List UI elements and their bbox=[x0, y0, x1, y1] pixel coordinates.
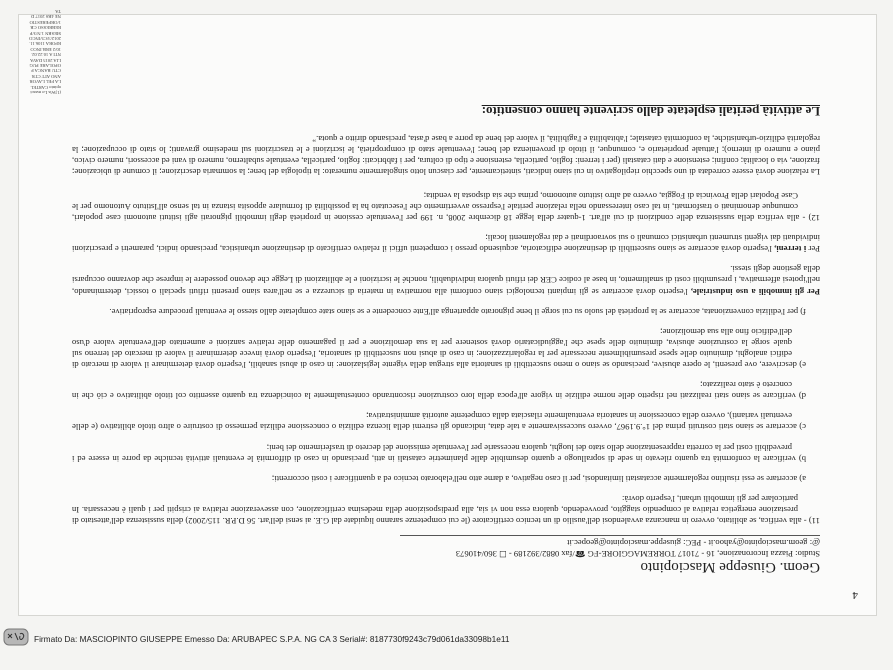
item-d: d) verificare se siano stati realizzati nel rispetto delle norme edilizie in vigore all'epoca della loro costruzione riscontrando contestualmente la coincidenza tra quanto assentito col titolo abilitativo e ciò che in concreto è stato realizzato; bbox=[72, 380, 806, 402]
page-number: 4 bbox=[852, 589, 858, 601]
author-name: Geom. Giuseppe Masciopinto bbox=[640, 559, 820, 575]
item-c: c) accertare se siano stati costruiti prima del 1°.9.1967, ovvero successivamente a tale data, indicando gli estremi della licenza edilizia o concessione edilizia permesso di costruire o altro titolo abilitativo (e delle eventuali varianti), ovvero della concessione in sanatoria eventualmente rilasciata dalla competente autorità amministrativa; bbox=[72, 411, 806, 433]
item-e: e) descrivere, ove presenti, le opere abusive, precisando se siano o meno suscettibili di sanatoria alla stregua della vigente legislazione: in caso di abusi sanabili, l'esperto dovrà determinare il valore di mercato di edifici analoghi, diminuito delle spese presumibilmente necessarie per la regolarizzazione; in caso di abusi non suscettibili di sanatoria, l'esperto dovrà invece determinare il valore di mercato del terreno sul quale sorge la costruzione abusiva, diminuito delle spese che l'aggiudicatario dovrà sostenere per la sua demolizione e per il pagamento delle relative sanzioni e aumentato dell'eventuale valore d'uso dell'edificio fino alla sua demolizione; bbox=[72, 326, 806, 371]
industrial-paragraph bbox=[72, 263, 820, 296]
studio-address: Studio: Piazza Incoronazione, 16 - 71017 TORREMAGGIORE-FG ☎/fax 0882/392189 - ☐ 360/410673 bbox=[455, 549, 820, 559]
item-a: a) accertare se essi risultino regolarmente accatastati limitandosi, per il caso negativo, a darne atto nell'elaborato tecnico ed a quantificare i costi occorrenti; bbox=[271, 473, 806, 484]
contact-email: @: geom.masciopinto@yahoo.it - PEC: giuseppe.masciopinto@geopec.it bbox=[567, 538, 820, 548]
rotated-scan bbox=[19, 8, 876, 615]
margin-file-path: (1)Wis Lo masciopinto CARTELLA PEL LAVORANO ATT CTR CTU BANCA POPOLARE PUGLIA 2015 DAVANTI A 10.22.02.10/2 ERB.INCORPORA 1106.11.2012/3/C5/INCOMESBN 1.N/3/PREBRESSO CB1/ORPERESTIONE 4BS 2017 DTA bbox=[29, 8, 61, 95]
header-divider bbox=[400, 535, 820, 536]
industrial-lead: Per gli immobili a uso industriale, bbox=[690, 286, 820, 297]
paragraph-11: 11) - alla verifica, se abilitato, ovvero in mancanza avvalendosi dell'ausilio di un tecnico certificatore (le cui competenze saranno liquidate dal G.E. ai sensi dell'art. 56 D.P.R. 115/2002) della sussistenza dell'attestato di prestazione energetica relativa al compendio staggito, provvedendo, qualora essa non vi sia, alla predisposizione della medesima certificazione, con asseverazione relativa ai crispiti per i quali è necessaria. In particolare per gli immobili urbani, l'esperto dovrà: bbox=[72, 493, 820, 526]
item-f: f) per l'edilizia convenzionata, accertare se la proprietà del suolo su cui sorge il bene pignorato appartenga all'Ente concedente e se siano state completate dallo stesso le eventuali procedure espropriative. bbox=[109, 306, 806, 317]
report-paragraph: La relazione dovrà essere corredata di uno specchio riepilogativo in cui siano indicati, sinteticamente, per ciascun lotto singolarmente numerato: la tipologia del bene; la sommaria descrizione; il comune di ubicazione; frazione, via o località; confini; estensione e dati catastali (per i terreni: foglio, particella, estensione e tipo di coltura, per i fabbricati: foglio, particella, eventuale subalterno, numero di vani ed accessori, numero civico, piano e numero di interno); l'attuale proprietario e, comunque, il titolo di provenienza del bene; l'eventuale stato di comproprietà, le iscrizioni e le trascrizioni sul medesimo gravanti; lo stato di occupazione; la regolarità edilizio-urbanistiche, la conformità catastale; l'abitabilità e l'agibilità, il valore del bene da porre a base d'asta, precisando diritto e quota.” bbox=[72, 133, 820, 177]
paragraph-12: 12) - alla verifica della sussistenza delle condizioni di cui all'art. 1-quater della legge 18 dicembre 2008, n. 199 per l'eventuale cessione in proprietà degli immobili pignorati agli istituti autonomi case popolari, comunque denominati o trasformati, in tal caso interessando nella relazione peritale l'espresso avvertimento che l'esecutato ha la possibilità di formulare apposita istanza in tal senso all'Istituto Autonomo per le Case Popolari della Provincia di Foggia, ovvero ad altro istituto autonomo, prima che sia disposta la vendita; bbox=[72, 190, 820, 224]
signature-footer bbox=[0, 620, 893, 670]
section-title: Le attività peritali espletate dallo scrivente hanno consentito: bbox=[481, 104, 820, 120]
signature-stamp-icon bbox=[2, 626, 30, 648]
item-b: b) verificare la conformità tra quanto rilevato in sede di sopralluogo e quanto desumibile dalle planimetrie catastali in atti, precisando in caso di difformità le eventuali attività tecniche da porre in essere ed i prevedibili costi per la corretta rappresentazione dello stato dei luoghi, qualora necessarie per l'eventuale emissione del decreto di trasferimento dei beni; bbox=[72, 442, 806, 464]
land-text: l'esperto dovrà accertare se siano suscettibili di destinazione edificatoria, acquisendo presso i competenti uffici il relativo certificato di destinazione urbanistica, precisando indici, parametri e prescrizioni individuati dai vigenti strumenti urbanistici comunali o sui sovraordinati e dai regolamenti locali; bbox=[72, 233, 820, 255]
land-prefix: Per bbox=[806, 244, 820, 255]
land-lead: i terreni, bbox=[774, 244, 807, 255]
land-paragraph bbox=[72, 232, 820, 254]
document-page bbox=[18, 8, 877, 616]
document-content bbox=[72, 103, 820, 575]
industrial-text: l'esperto dovrà accertare se gli impianti tecnologici siano conformi alla normativa in materia di sicurezza e se nell'area siano presenti rifiuti speciali o tossici, determinando, nell'ipotesi affermativa, i presumibili costi di smaltimento, in base al codice CER dei rifiuti qualora individuabili, nonché le iscrizioni e le abilitazioni di Legge che devono possedere le imprese che dovranno occuparsi della gestione degli stessi. bbox=[72, 264, 820, 297]
digital-signature-text: Firmato Da: MASCIOPINTO GIUSEPPE Emesso Da: ARUBAPEC S.P.A. NG CA 3 Serial#: 8187730f9243c79d061da33098b1e11 bbox=[34, 634, 510, 644]
